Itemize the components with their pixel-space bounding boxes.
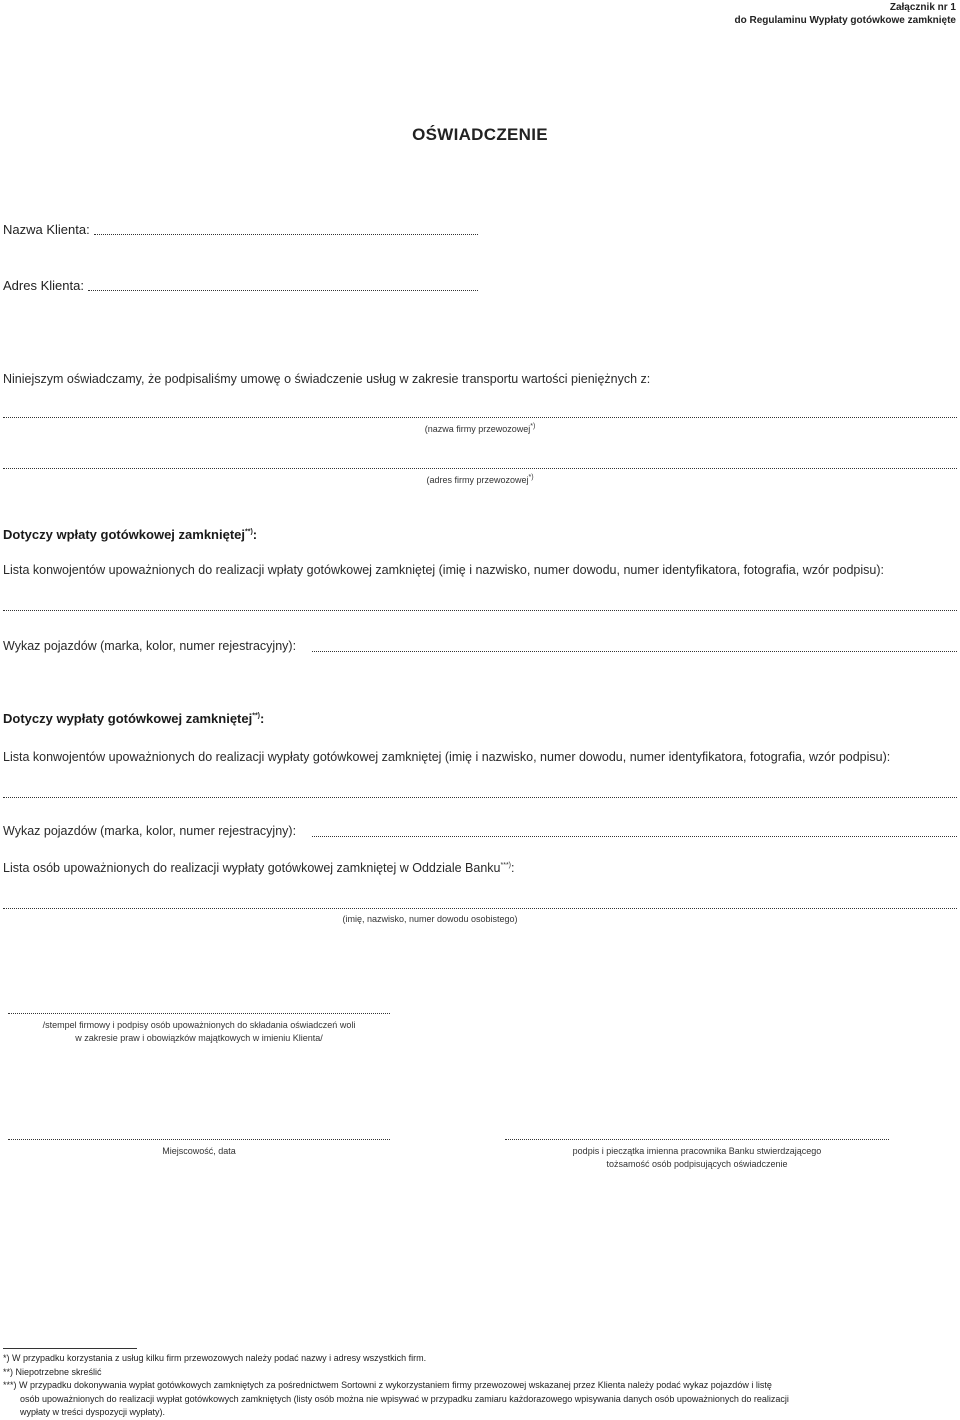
bank-signature-caption-line1: podpis i pieczątka imienna pracownika Banku stwierdzającego — [572, 1146, 822, 1156]
carrier-address-footnote-mark: *) — [528, 474, 534, 481]
carrier-name-field[interactable] — [3, 417, 957, 418]
withdrawal-heading — [3, 711, 264, 726]
carrier-name-caption — [0, 423, 960, 436]
deposit-vehicles-label: Wykaz pojazdów (marka, kolor, numer rejestracyjny): — [3, 639, 297, 653]
bank-signature-caption-line2: tożsamość osób podpisujących oświadczenie — [606, 1159, 788, 1169]
footnote-1: *) W przypadku korzystania z usług kilku firm przewozowych należy podać nazwy i adresy wszystkich firm. — [3, 1353, 427, 1363]
client-address-field[interactable] — [88, 290, 478, 291]
branch-authorized-label — [3, 861, 515, 875]
carrier-address-caption — [0, 474, 960, 487]
statement-text: Niniejszym oświadczamy, że podpisaliśmy umowę o świadczenie usług w zakresie transportu wartości pieniężnych z: — [3, 372, 651, 386]
withdrawal-convoy-list-field[interactable] — [3, 797, 957, 798]
place-date-caption: Miejscowość, data — [162, 1146, 236, 1156]
withdrawal-heading-colon: : — [260, 711, 265, 726]
bank-signature-field[interactable] — [505, 1139, 889, 1140]
deposit-heading-footnote-mark: **) — [245, 528, 253, 536]
client-address-label: Adres Klienta: — [3, 278, 84, 293]
branch-authorized-text: Lista osób upoważnionych do realizacji wypłaty gotówkowej zamkniętej w Oddziale Banku — [3, 861, 501, 875]
client-signature-caption-line1: /stempel firmowy i podpisy osób upoważnionych do składania oświadczeń woli — [42, 1020, 356, 1030]
deposit-heading-colon: : — [252, 527, 258, 542]
place-date-field[interactable] — [8, 1139, 390, 1140]
carrier-name-caption-text: (nazwa firmy przewozowej — [424, 424, 531, 434]
client-signature-caption — [8, 1019, 390, 1045]
deposit-convoy-list-field[interactable] — [3, 610, 957, 611]
deposit-heading — [3, 527, 257, 542]
footnotes — [3, 1352, 953, 1420]
client-name-field[interactable] — [94, 234, 478, 235]
branch-authorized-field[interactable] — [3, 908, 957, 909]
withdrawal-heading-footnote-mark: **) — [252, 712, 261, 720]
appendix-number: Załącznik nr 1 — [889, 2, 956, 13]
client-signature-field[interactable] — [8, 1013, 390, 1014]
carrier-address-caption-text: (adres firmy przewozowej — [426, 475, 529, 485]
withdrawal-vehicles-label: Wykaz pojazdów (marka, kolor, numer rejestracyjny): — [3, 824, 297, 838]
appendix-header — [734, 1, 956, 27]
withdrawal-heading-text: Dotyczy wypłaty gotówkowej zamkniętej — [3, 711, 253, 726]
deposit-convoy-list-label: Lista konwojentów upoważnionych do realizacji wpłaty gotówkowej zamkniętej (imię i nazwisko, numer dowodu, numer identyfikatora, fotografia, wzór podpisu): — [3, 563, 884, 577]
footnote-divider — [3, 1348, 137, 1349]
client-signature-caption-line2: w zakresie praw i obowiązków majątkowych w imieniu Klienta/ — [75, 1033, 323, 1043]
client-name-label: Nazwa Klienta: — [3, 222, 90, 237]
withdrawal-convoy-list-label: Lista konwojentów upoważnionych do realizacji wypłaty gotówkowej zamkniętej (imię i nazwisko, numer dowodu, numer identyfikatora, fotografia, wzór podpisu): — [3, 750, 891, 764]
bank-signature-caption — [505, 1145, 889, 1171]
branch-authorized-footnote-mark: ***) — [500, 861, 512, 869]
deposit-vehicles-field[interactable] — [312, 651, 957, 652]
footnote-3-cont-2: wypłaty w treści dyspozycji wypłaty). — [20, 1407, 166, 1417]
deposit-heading-text: Dotyczy wpłaty gotówkowej zamkniętej — [3, 527, 245, 542]
footnote-3-cont-1: osób upoważnionych do realizacji wypłat gotówkowych zamkniętych (listy osób można nie wpisywać w przypadku zamiaru każdorazowego wpisywania danych osób upoważnionych do realizacji — [20, 1393, 789, 1404]
footnote-3: ***) W przypadku dokonywania wypłat gotówkowych zamkniętych za pośrednictwem Sortowni z wykorzystaniem firmy przewozowej wskazanej przez Klienta należy podać wykaz pojazdów i listę — [3, 1380, 772, 1390]
carrier-name-footnote-mark: *) — [530, 423, 536, 430]
branch-authorized-colon: : — [511, 861, 515, 875]
document-title: OŚWIADCZENIE — [412, 125, 548, 144]
footnote-2: **) Niepotrzebne skreślić — [3, 1366, 102, 1377]
person-caption: (imię, nazwisko, numer dowodu osobistego) — [342, 914, 518, 924]
withdrawal-vehicles-field[interactable] — [312, 836, 957, 837]
appendix-regulation: do Regulaminu Wypłaty gotówkowe zamknięte — [734, 15, 956, 26]
carrier-address-field[interactable] — [3, 468, 957, 469]
